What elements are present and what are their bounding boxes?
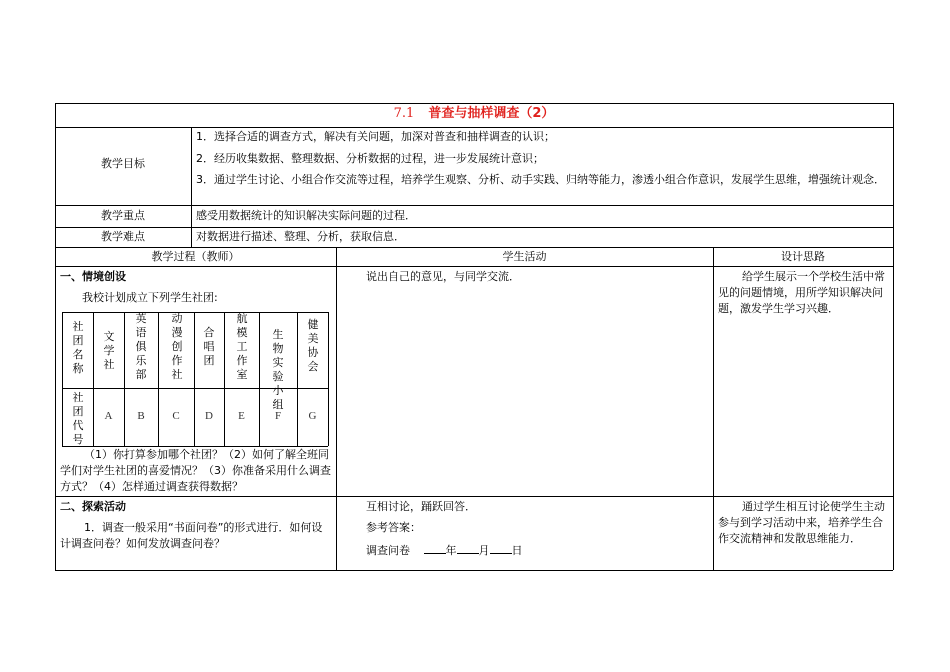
month-blank [457,541,479,554]
month-label: 月 [478,544,490,557]
club-code: E [238,410,245,422]
club-code: G [308,410,317,422]
section2-design-idea: 通过学生相互讨论使学生主动参与到学习活动中来，培养学生合作交流精神和发散思维能力． [718,500,885,545]
club-code: C [172,410,180,422]
column-header-student: 学生活动 [502,250,547,263]
section1-intro: 我校计划成立下列学生社团: [82,291,218,304]
club-code: A [104,410,113,422]
questionnaire-label: 调查问卷 [366,544,410,557]
focus-text: 感受用数据统计的知识解决实际问题的过程． [196,209,416,222]
club-name-header: 社 团 名 称 [72,320,84,375]
club-name: 合 唱 团 [203,326,215,367]
day-label: 日 [511,544,523,557]
lesson-title [55,103,893,127]
section2-student-line2: 参考答案： [366,521,421,534]
goal-item-2: 2．经历收集数据、整理数据、分析数据的过程，进一步发展统计意识； [196,152,544,165]
club-code: F [274,410,282,422]
section2-text: 1．调查一般采用“书面问卷”的形式进行．如何设计调查问卷？如何发放调查问卷？ [60,521,323,550]
difficulty-text: 对数据进行描述、整理、分析，获取信息． [196,230,405,243]
column-header-design: 设计思路 [781,250,825,263]
section1-student-activity: 说出自己的意见，与同学交流． [366,270,520,283]
column-header-process: 教学过程（教师） [151,250,240,263]
section2-student-line1: 互相讨论，踊跃回答． [366,500,476,513]
lesson-title-text: 普查与抽样调查（2） [428,106,555,121]
club-name: 航 模 工 作 室 [236,312,248,381]
lesson-number: 7.1 [393,106,415,121]
difficulty-label: 教学难点 [101,230,145,243]
section2-heading: 二、探索活动 [60,500,126,513]
club-name: 动 漫 创 作 社 [171,312,183,381]
club-name: 健 美 协 会 [307,318,319,373]
year-blank [424,541,446,554]
club-code: D [205,410,213,422]
club-name: 文 学 社 [103,330,115,371]
focus-label: 教学重点 [101,209,145,222]
year-label: 年 [445,544,457,557]
club-name: 生 物 实 验 小 组 [272,328,284,411]
day-blank [490,541,512,554]
section1-design-idea: 给学生展示一个学校生活中常见的问题情境，用所学知识解决问题，激发学生学习兴趣． [718,270,885,315]
section1-questions: （1）你打算参加哪个社团？（2）如何了解全班同学们对学生社团的喜爱情况？（3）你准备采用什么调查方式？（4）怎样通过调查获得数据？ [60,448,331,493]
club-name: 英 语 俱 乐 部 [135,312,147,381]
goals-label: 教学目标 [101,157,145,170]
goal-item-3: 3．通过学生讨论、小组合作交流等过程，培养学生观察、分析、动手实践、归纳等能力，渗透小组合作意识，发展学生思维，增强统计观念． [196,173,885,186]
goal-item-1: 1．选择合适的调查方式，解决有关问题，加深对普查和抽样调查的认识； [196,130,555,143]
questionnaire-line [366,541,523,559]
section1-heading: 一、情境创设 [60,270,126,283]
club-code-header: 社 团 代 号 [72,391,84,446]
club-code: B [137,410,145,422]
